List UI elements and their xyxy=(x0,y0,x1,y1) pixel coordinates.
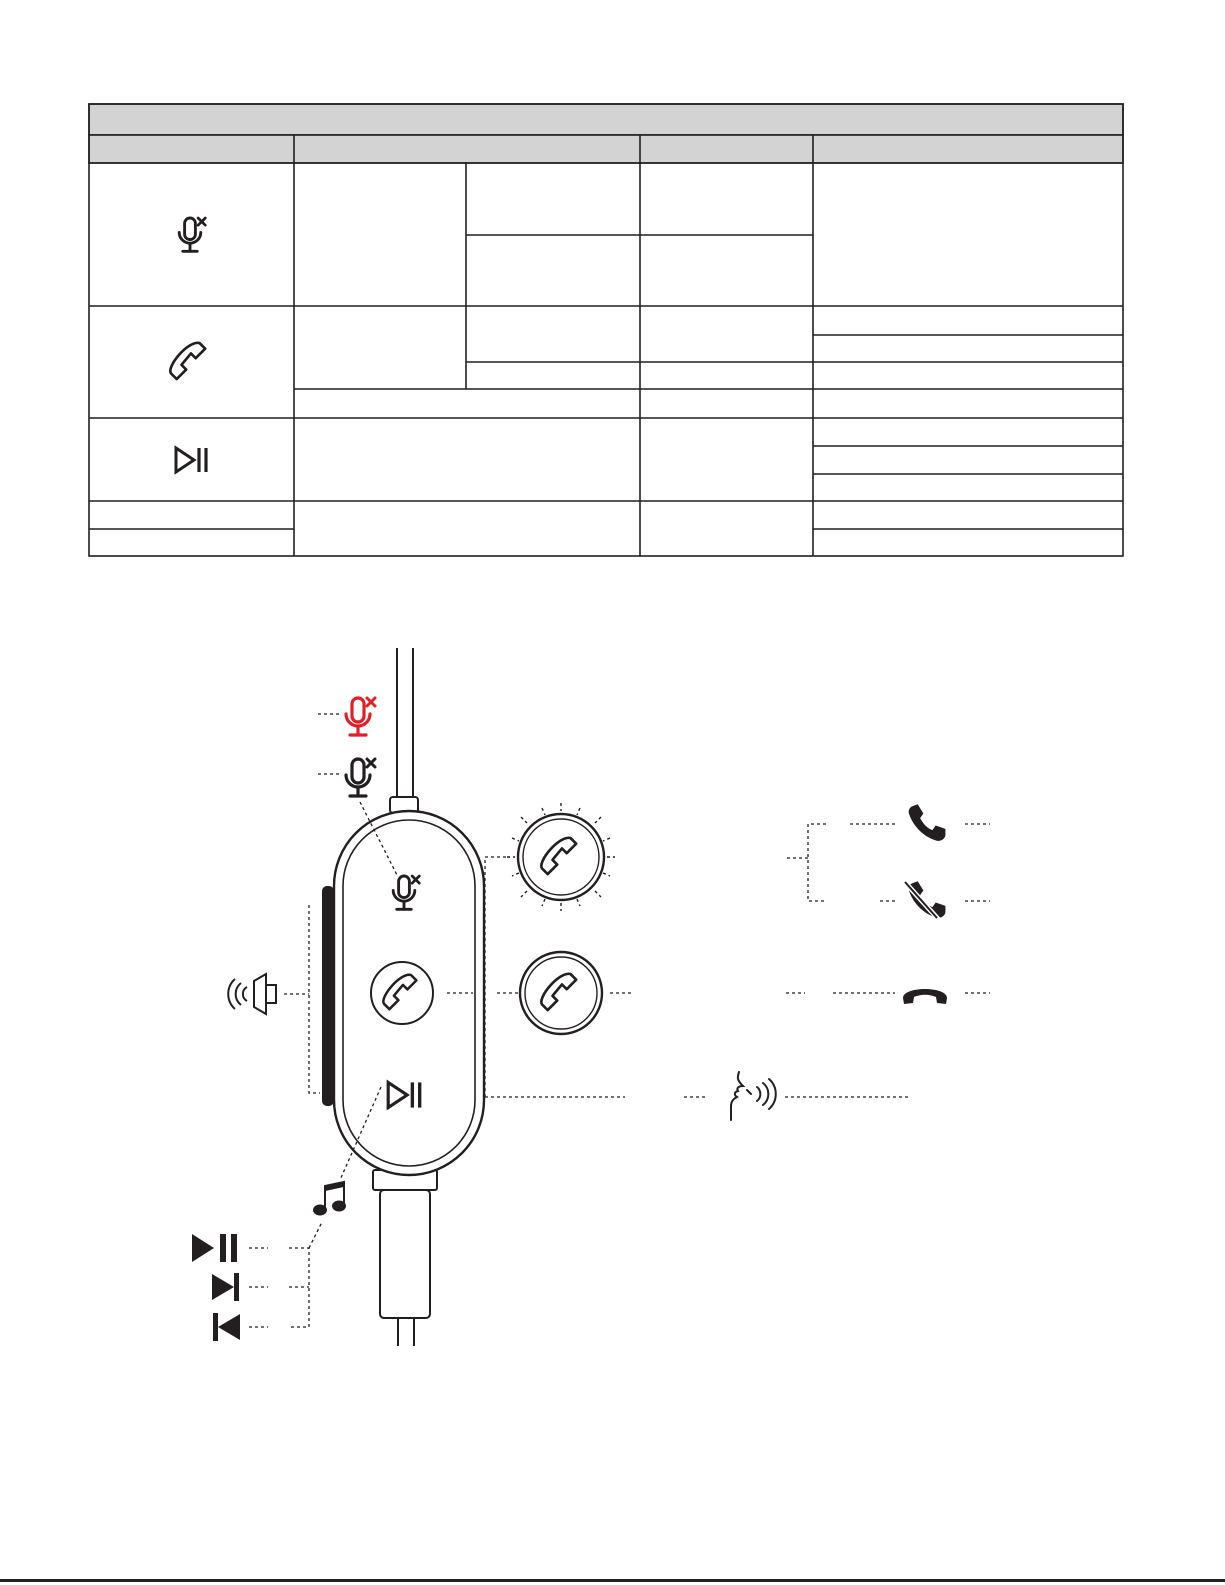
cable-sleeve xyxy=(380,1190,430,1318)
call-button-steady-icon xyxy=(520,952,602,1034)
voice-assistant-icon xyxy=(731,1072,776,1120)
media-previous-track-icon xyxy=(213,1313,240,1341)
media-next-track-icon xyxy=(212,1273,239,1301)
table-header-row xyxy=(89,135,1123,163)
control-table xyxy=(89,104,1123,556)
answer-call-icon xyxy=(908,800,948,845)
decline-call-icon xyxy=(903,877,947,922)
media-play-pause-icon xyxy=(192,1234,237,1262)
mute-led-on-icon xyxy=(346,698,375,735)
speaker-volume-icon xyxy=(228,974,276,1014)
music-note-icon xyxy=(314,1182,345,1215)
mute-led-off-icon xyxy=(346,759,375,796)
volume-rocker xyxy=(322,886,334,1106)
table-mute-icon xyxy=(179,218,205,251)
table-call-icon xyxy=(170,343,205,379)
table-play-pause-icon xyxy=(176,448,206,472)
bottom-rule xyxy=(0,1579,1225,1582)
end-call-icon xyxy=(903,989,947,1004)
table-outline xyxy=(89,104,1123,556)
controller-call-button[interactable] xyxy=(371,962,433,1024)
call-button-blinking-icon xyxy=(507,803,615,911)
table-title-bar xyxy=(89,104,1123,135)
